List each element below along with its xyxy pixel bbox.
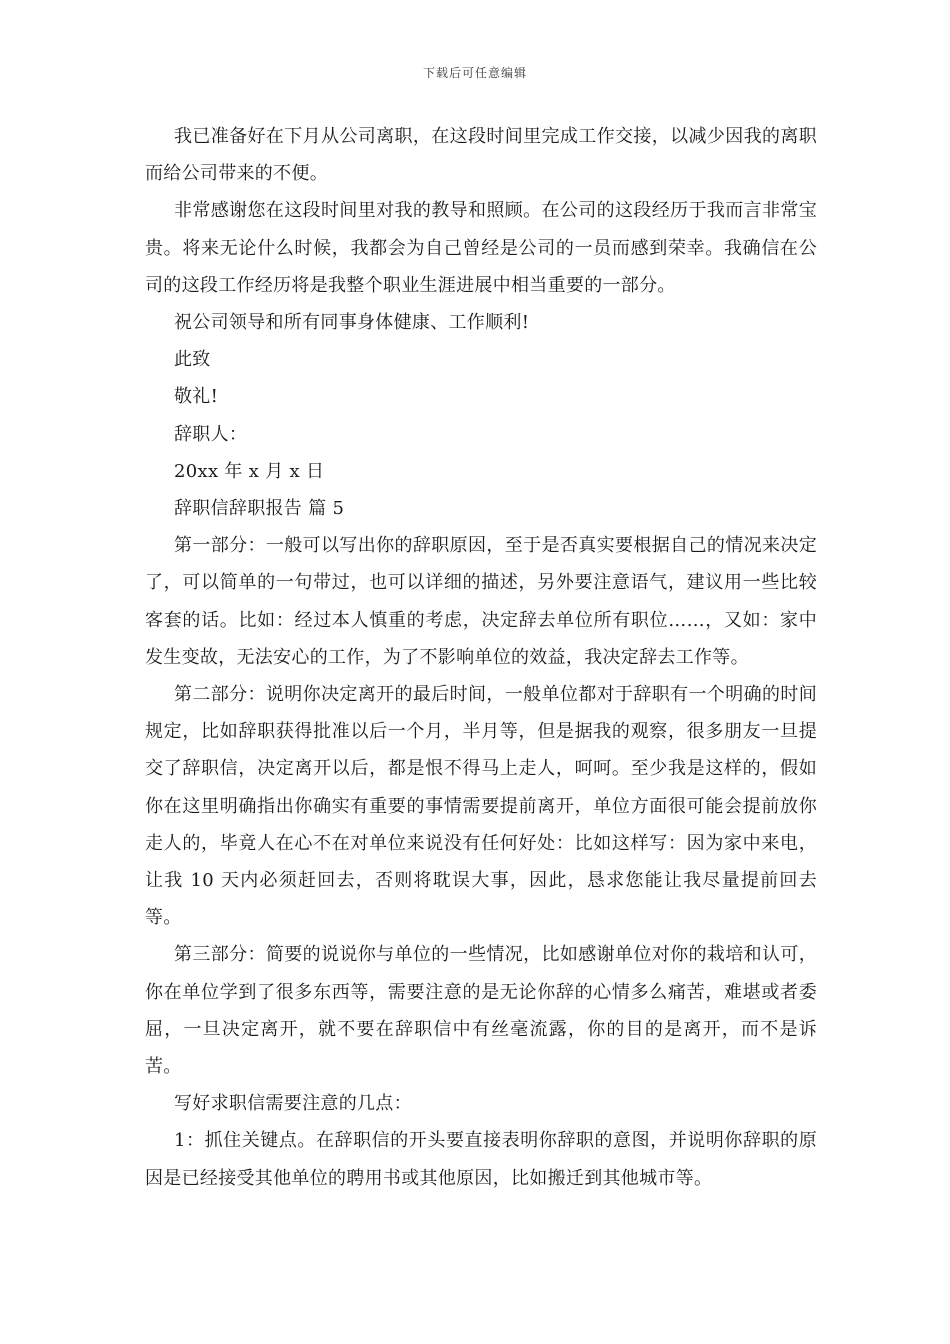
date-line: 20xx 年 x 月 x 日 <box>174 460 325 482</box>
paragraph-wishes: 祝公司领导和所有同事身体健康、工作顺利! <box>174 312 530 334</box>
document-body <box>145 118 817 1197</box>
paragraph-gratitude: 非常感谢您在这段时间里对我的教导和照顾。在公司的这段经历于我而言非常宝贵。将来无论什么时候，我都会为自己曾经是公司的一员而感到荣幸。我确信在公司的这段工作经历将是我整个职业生涯进展中相当重要的一部分。 <box>145 200 817 296</box>
closing-regards: 敬礼! <box>174 386 219 408</box>
paragraph-part-two: 第二部分：说明你决定离开的最后时间，一般单位都对于辞职有一个明确的时间规定，比如辞职获得批准以后一个月，半月等，但是据我的观察，很多朋友一旦提交了辞职信，决定离开以后，都是恨不得马上走人，呵呵。至少我是这样的，假如你在这里明确指出你确实有重要的事情需要提前离开，单位方面很可能会提前放你走人的，毕竟人在心不在对单位来说没有任何好处：比如这样写：因为家中来电，让我 10 天内必须赶回去，否则将耽误大事，因此，恳求您能让我尽量提前回去等。 <box>145 684 817 929</box>
paragraph-part-one: 第一部分：一般可以写出你的辞职原因，至于是否真实要根据自己的情况来决定了，可以简单的一句带过，也可以详细的描述，另外要注意语气，建议用一些比较客套的话。比如：经过本人慎重的考虑，决定辞去单位所有职位……，又如：家中发生变故，无法安心的工作，为了不影响单位的效益，我决定辞去工作等。 <box>145 535 817 668</box>
signature-label: 辞职人： <box>174 423 248 445</box>
closing-salutation: 此致 <box>174 349 211 371</box>
paragraph-resignation-plan: 我已准备好在下月从公司离职，在这段时间里完成工作交接，以减少因我的离职而给公司带来的不便。 <box>145 126 817 185</box>
tips-heading: 写好求职信需要注意的几点： <box>174 1093 412 1115</box>
paragraph-part-three: 第三部分：简要的说说你与单位的一些情况，比如感谢单位对你的栽培和认可，你在单位学到了很多东西等，需要注意的是无论你辞的心情多么痛苦，难堪或者委屈，一旦决定离开，就不要在辞职信中有丝毫流露，你的目的是离开，而不是诉苦。 <box>145 944 817 1078</box>
section-heading: 辞职信辞职报告 篇 5 <box>174 498 345 520</box>
tip-item-1: 1：抓住关键点。在辞职信的开头要直接表明你辞职的意图，并说明你辞职的原因是已经接受其他单位的聘用书或其他原因，比如搬迁到其他城市等。 <box>145 1130 817 1189</box>
page-header-note: 下载后可任意编辑 <box>422 66 527 80</box>
